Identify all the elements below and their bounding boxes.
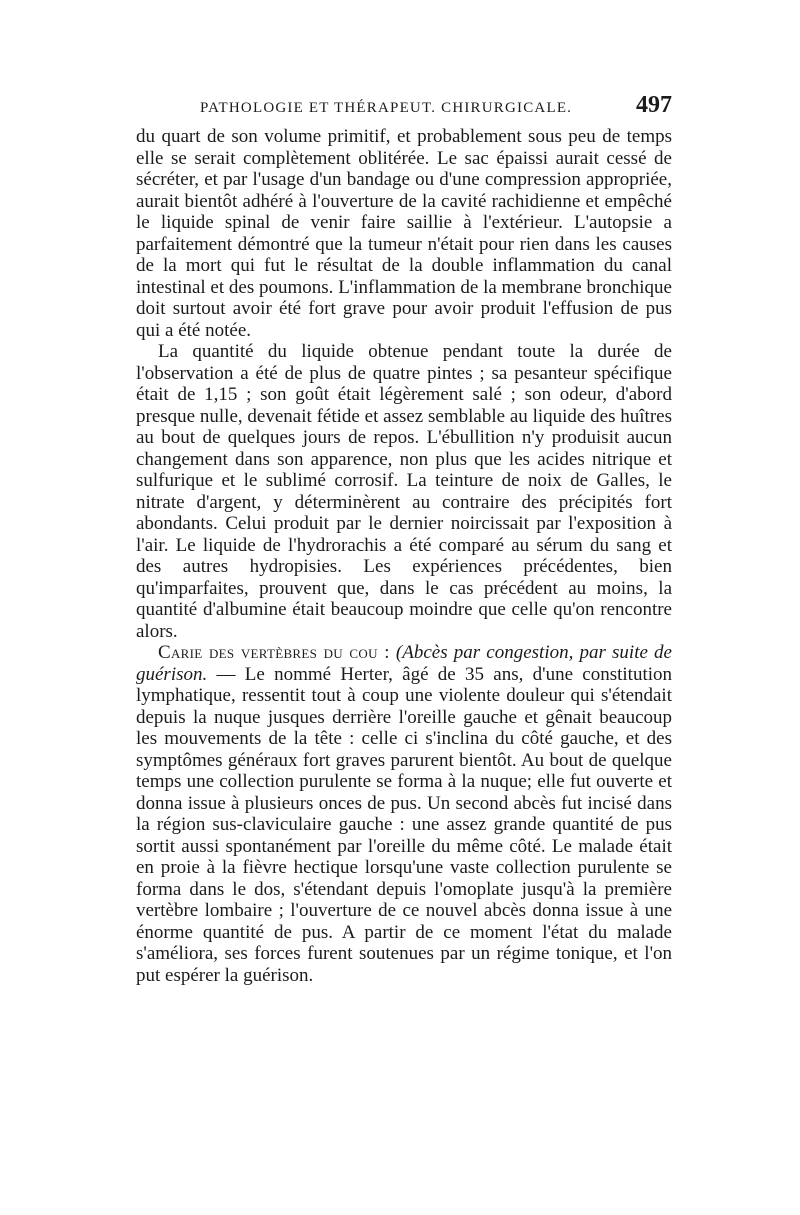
body-text <box>136 126 672 986</box>
paragraph-continuation: du quart de son volume primitif, et probablement sous peu de temps elle se serait complètement oblitérée. Le sac épaissi aurait cessé de sécréter, et par l'usage d'un bandage ou d'une compression appropriée, aurait bientôt adhéré à l'ouverture de la cavité rachidienne et empêché le liquide spinal de venir faire saillie à l'extérieur. L'autopsie a parfaitement démontré que la tumeur n'était pour rien dans les causes de la mort qui fut le résultat de la double inflammation du canal intestinal et des poumons. L'inflammation de la membrane bronchique doit surtout avoir été fort grave pour avoir produit l'effusion de pus qui a été notée. <box>136 126 672 341</box>
section-subtitle: (Abcès par congestion, par suite de guérison. <box>136 642 672 685</box>
running-title: PATHOLOGIE ET THÉRAPEUT. CHIRURGICALE. <box>200 100 573 116</box>
section-heading: Carie des vertèbres du cou : <box>158 642 390 663</box>
paragraph-liquid-analysis: La quantité du liquide obtenue pendant toute la durée de l'observation a été de plus de quatre pintes ; sa pesanteur spécifique était de 1,15 ; son goût était légèrement salé ; son odeur, d'abord presque nulle, devenait fétide et assez semblable au liquide des huîtres au bout de quelques jours de repos. L'ébullition n'y produisit aucun changement dans son apparence, non plus que les acides nitrique et sulfurique et le sublimé corrosif. La teinture de noix de Galles, le nitrate d'argent, y déterminèrent au contraire des précipités fort abondants. Celui produit par le dernier noircissait par l'exposition à l'air. Le liquide de l'hydrorachis a été comparé au sérum du sang et des autres hydropisies. Les expériences précédentes, bien qu'imparfaites, prouvent que, dans le cas précédent au moins, la quantité d'albumine était beaucoup moindre que celle qu'on rencontre alors. <box>136 341 672 642</box>
running-header <box>136 92 672 120</box>
page-number: 497 <box>636 92 672 118</box>
case-section <box>136 642 672 986</box>
section-text: — Le nommé Herter, âgé de 35 ans, d'une constitution lymphatique, ressentit tout à coup une violente douleur qui s'étendait depuis la nuque jusques derrière l'oreille gauche et gênait beaucoup les mouvements de la tête : celle ci s'inclina du côté gauche, et des symptômes généraux fort graves parurent bientôt. Au bout de quelque temps une collection purulente se forma à la nuque; elle fut ouverte et donna issue à plusieurs onces de pus. Un second abcès fut incisé dans la région sus-claviculaire gauche : une assez grande quantité de pus sortit aussi spontanément par l'oreille du même côté. Le malade était en proie à la fièvre hectique lorsqu'une vaste collection purulente se forma dans le dos, s'étendant depuis l'omoplate jusqu'à la première vertèbre lombaire ; l'ouverture de ce nouvel abcès donna issue à une énorme quantité de pus. A partir de ce moment l'état du malade s'améliora, ses forces furent soutenues par un régime tonique, et l'on put espérer la guérison. <box>136 663 672 986</box>
book-page <box>136 92 672 986</box>
